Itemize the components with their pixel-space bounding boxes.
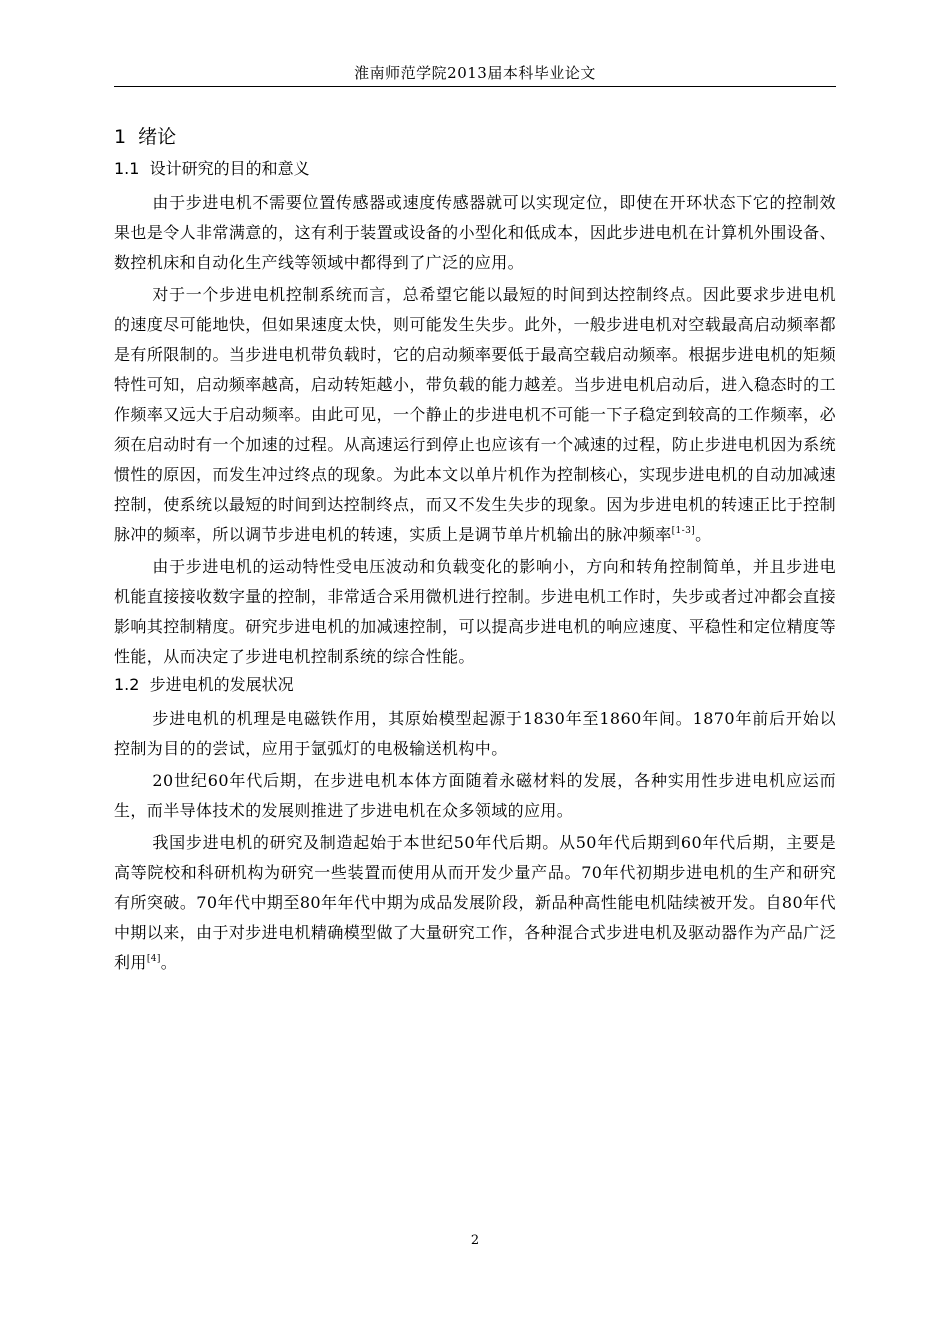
chapter-heading: 1 绪论 — [114, 126, 177, 148]
paragraph-text: 20世纪60年代后期，在步进电机本体方面随着永磁材料的发展，各种实用性步进电机应运而生，而半导体技术的发展则推进了步进电机在众多领域的应用。 — [114, 771, 836, 820]
paragraph — [114, 552, 836, 672]
paragraph — [114, 704, 836, 764]
citation-ref: [4] — [146, 954, 161, 964]
paragraph — [114, 766, 836, 826]
page-number: 2 — [470, 1233, 480, 1248]
paragraph-text: 我国步进电机的研究及制造起始于本世纪50年代后期。从50年代后期到60年代后期，主要是高等院校和科研机构为研究一些装置而使用从而开发少量产品。70年代初期步进电机的生产和研究有所突破。70年代中期至80年年代中期为成品发展阶段，新品种高性能电机陆续被开发。自80年代中期以来，由于对步进电机精确模型做了大量研究工作，各种混合式步进电机及驱动器作为产品广泛利用 — [114, 833, 836, 972]
section-heading-1-1: 1.1 设计研究的目的和意义 — [114, 159, 310, 178]
paragraph-end-punct: 。 — [160, 953, 178, 972]
document-body — [114, 124, 836, 980]
paragraph — [114, 828, 836, 978]
paragraph-text: 由于步进电机不需要位置传感器或速度传感器就可以实现定位，即使在开环状态下它的控制效果也是令人非常满意的，这有利于装置或设备的小型化和低成本，因此步进电机在计算机外围设备、数控机床和自动化生产线等领域中都得到了广泛的应用。 — [114, 193, 836, 272]
paragraph — [114, 188, 836, 278]
paragraph — [114, 280, 836, 550]
paragraph-text: 步进电机的机理是电磁铁作用，其原始模型起源于1830年至1860年间。1870年前后开始以控制为目的的尝试，应用于氩弧灯的电极输送机构中。 — [114, 709, 836, 758]
paragraph-end-punct: 。 — [695, 525, 712, 544]
running-header: 淮南师范学院2013届本科毕业论文 — [354, 64, 596, 82]
paragraph-text: 由于步进电机的运动特性受电压波动和负载变化的影响小，方向和转角控制简单，并且步进电机能直接接收数字量的控制，非常适合采用微机进行控制。步进电机工作时，失步或者过冲都会直接影响其控制精度。研究步进电机的加减速控制，可以提高步进电机的响应速度、平稳性和定位精度等性能，从而决定了步进电机控制系统的综合性能。 — [114, 557, 836, 666]
section-heading-1-2: 1.2 步进电机的发展状况 — [114, 675, 294, 694]
header-rule — [114, 86, 836, 87]
paragraph-text: 对于一个步进电机控制系统而言，总希望它能以最短的时间到达控制终点。因此要求步进电机的速度尽可能地快，但如果速度太快，则可能发生失步。此外，一般步进电机对空载最高启动频率都是有所限制的。当步进电机带负载时，它的启动频率要低于最高空载启动频率。根据步进电机的矩频特性可知，启动频率越高，启动转矩越小，带负载的能力越差。当步进电机启动后，进入稳态时的工作频率又远大于启动频率。由此可见，一个静止的步进电机不可能一下子稳定到较高的工作频率，必须在启动时有一个加速的过程。从高速运行到停止也应该有一个减速的过程，防止步进电机因为系统惯性的原因，而发生冲过终点的现象。为此本文以单片机作为控制核心，实现步进电机的自动加减速控制，使系统以最短的时间到达控制终点，而又不发生失步的现象。因为步进电机的转速正比于控制脉冲的频率，所以调节步进电机的转速，实质上是调节单片机输出的脉冲频率 — [114, 285, 836, 544]
citation-ref: [1-3] — [671, 526, 696, 536]
